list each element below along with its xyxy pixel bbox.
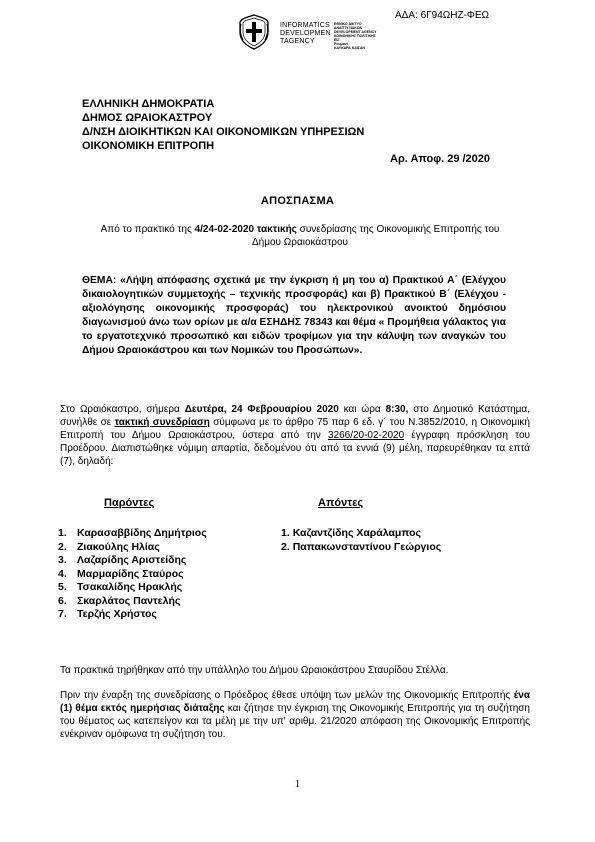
logo-fine-line: ΕΘΝΙΚΟ ΔΙΚΤΥΟ <box>334 22 362 26</box>
meeting-paragraph <box>60 403 530 468</box>
item-number: 4. <box>58 567 67 580</box>
logo-line: DEVELOPMEN <box>280 30 331 37</box>
meeting-text: και ώρα <box>338 404 386 415</box>
present-members-list <box>58 527 207 622</box>
decision-number: Αρ. Αποφ. 29 /2020 <box>390 153 491 165</box>
item-number: 3. <box>58 554 67 566</box>
present-heading: Παρόντες <box>104 497 155 509</box>
president-paragraph <box>60 689 530 741</box>
meeting-date: Δευτέρα, 24 Φεβρουαρίου 2020 <box>184 404 339 415</box>
subject-paragraph: ΘΕΜΑ: «Λήψη απόφασης σχετικά με την έγκριση ή μη του α) Πρακτικού Α΄ (Ελέγχου δικαιολογητικών συμμετοχής – τεχνικής προσφοράς) και β) Πρακτικού Β΄ (Ελέγχου - αξιολόγησης οικονομικής προσφοράς) του ηλεκτρονικού ανοικτού δημόσιου διαγωνισμού άνω των ορίων με α/α ΕΣΗΔΗΣ 78343 και θέμα « Προμήθεια γάλακτος για το εργατοτεχνικό προσωπικό και ειδών τροφίμων για την κάλυψη των αναγκών του Δήμου Ωραιοκάστρου και των Νομικών του Προσώπων». <box>82 275 506 356</box>
logo-text <box>280 22 331 46</box>
logo-fine-print <box>334 22 376 50</box>
meeting-text: σύμφωνα με το άρθρο 75 παρ 6 εδ. γ΄ του Ν.3852/2010, η Οικονομική Επιτροπή του Δήμου Ωραιοκάστρου, ύστερα από την <box>60 417 530 441</box>
page-number: 1 <box>294 778 301 790</box>
member-name: Τερζής Χρήστος <box>77 608 157 620</box>
greek-emblem-icon <box>238 14 270 50</box>
item-number: 5. <box>58 581 67 593</box>
header-line: ΔΗΜΟΣ ΩΡΑΙΟΚΑΣΤΡΟΥ <box>82 112 213 124</box>
item-number: 7. <box>58 608 67 620</box>
list-item <box>58 527 207 541</box>
logo-line: TAGENCY <box>280 38 315 45</box>
meeting-type: τακτική συνεδρίαση <box>114 417 210 428</box>
excerpt-text: Από το πρακτικό της <box>100 224 195 235</box>
logo-fine-line: ΕΙΣ <box>334 38 340 42</box>
logo-fine-line: ΚΟΙΝΩΝΙΚΗΣ ΠΟΛΙΤΙΚΗΣ <box>334 34 376 38</box>
logo-fine-line: Ρουμανί <box>334 42 348 46</box>
member-name: Παπακωνσταντίνου Γεώργιος <box>292 540 442 553</box>
minutes-keeper-paragraph: Τα πρακτικά τηρήθηκαν από την υπάλληλο του Δήμου Ωραιοκάστρου Σταυρίδου Στέλλα. <box>60 665 449 676</box>
list-item <box>58 568 207 582</box>
list-item <box>281 541 441 555</box>
logo-fine-line: DEVELOPMENT AGENCY <box>334 30 377 34</box>
member-name: Λαζαρίδης Αριστείδης <box>77 554 187 566</box>
excerpt-text: συνεδρίασης της Οικονομικής Επιτροπής του Δήμου Ωραιοκάστρου <box>251 224 500 248</box>
item-number: 6. <box>58 594 67 607</box>
excerpt-session: 4/24-02-2020 τακτικής <box>194 224 297 235</box>
extra-topic: ένα (1) θέμα εκτός ημερήσιας διάταξης <box>60 690 530 714</box>
meeting-time: 8:30, <box>385 404 409 415</box>
ada-code: ΑΔΑ: 6Γ94ΩΗΖ-ΦΕΩ <box>395 10 490 21</box>
list-item <box>58 581 207 595</box>
item-number: 2. <box>281 540 290 553</box>
invitation-ref: 3266/20-02-2020 <box>327 430 405 441</box>
president-text: Πριν την έναρξη της συνεδρίασης ο Πρόεδρος έθεσε υπόψη των μελών της Οικονομικής Επιτροπής <box>60 690 514 701</box>
president-text: και ζήτησε την έγκριση της Οικονομικής Επιτροπής για τη συζήτηση του θέματος ως κατεπείγον και τα μέλη με την υπ' αριθμ. 21/2020 απόφαση της Οικονομικής Επιτροπής ενέκριναν ομόφωνα τη συζήτηση του. <box>60 703 530 740</box>
list-item <box>281 527 441 541</box>
header-line: Δ/ΝΣΗ ΔΙΟΙΚΗΤΙΚΩΝ ΚΑΙ ΟΙΚΟΝΟΜΙΚΩΝ ΥΠΗΡΕΣΙΩΝ <box>82 126 365 138</box>
meeting-text: έγγραφη πρόσκληση του Προέδρου. Διαπιστώθηκε νόμιμη απαρτία, δεδομένου ότι από τα εννιά (9) μέλη, παρευρέθηκαν τα επτά (7), δηλαδή: <box>60 430 531 467</box>
header-line: ΕΛΛΗΝΙΚΗ ΔΗΜΟΚΡΑΤΙΑ <box>82 98 215 110</box>
member-name: Καρασαββίδης Δημήτριος <box>77 527 207 539</box>
logo-fine-line: ΚΑΥΚΑΡΑ ΚΑΙΣΑΝ <box>334 46 365 50</box>
absent-members-list <box>281 527 441 554</box>
item-number: 1. <box>58 527 67 539</box>
member-name: Σκαρλάτος Παντελής <box>77 594 181 607</box>
agency-logo <box>280 22 390 52</box>
logo-line: INFORMATICS <box>280 22 330 29</box>
meeting-text: στο Δημοτικό Κατάστημα, συνήλθε σε <box>60 404 530 428</box>
document-title: ΑΠΟΣΠΑΣΜΑ <box>260 195 335 207</box>
member-name: Τσακαλίδης Ηρακλής <box>77 581 183 593</box>
list-item <box>58 608 207 622</box>
logo-fine-line: ΑΝΑΠΤΥΞΙΑΚΩΝ <box>334 26 363 30</box>
meeting-text: Στο Ωραιόκαστρο, σήμερα <box>60 404 185 415</box>
excerpt-source <box>95 223 505 249</box>
issuer-header <box>82 97 364 153</box>
list-item <box>58 554 207 568</box>
header-line: ΟΙΚΟΝΟΜΙΚΗ ΕΠΙΤΡΟΠΗ <box>82 140 215 152</box>
member-name: Ζιακούλης Ηλίας <box>77 540 160 553</box>
absent-heading: Απόντες <box>318 497 364 509</box>
list-item <box>58 541 207 555</box>
member-name: Καζαντζίδης Χαράλαμπος <box>292 527 421 539</box>
list-item <box>58 595 207 609</box>
member-name: Μαρμαρίδης Σταύρος <box>77 567 184 580</box>
item-number: 2. <box>58 540 67 553</box>
item-number: 1. <box>281 527 290 539</box>
